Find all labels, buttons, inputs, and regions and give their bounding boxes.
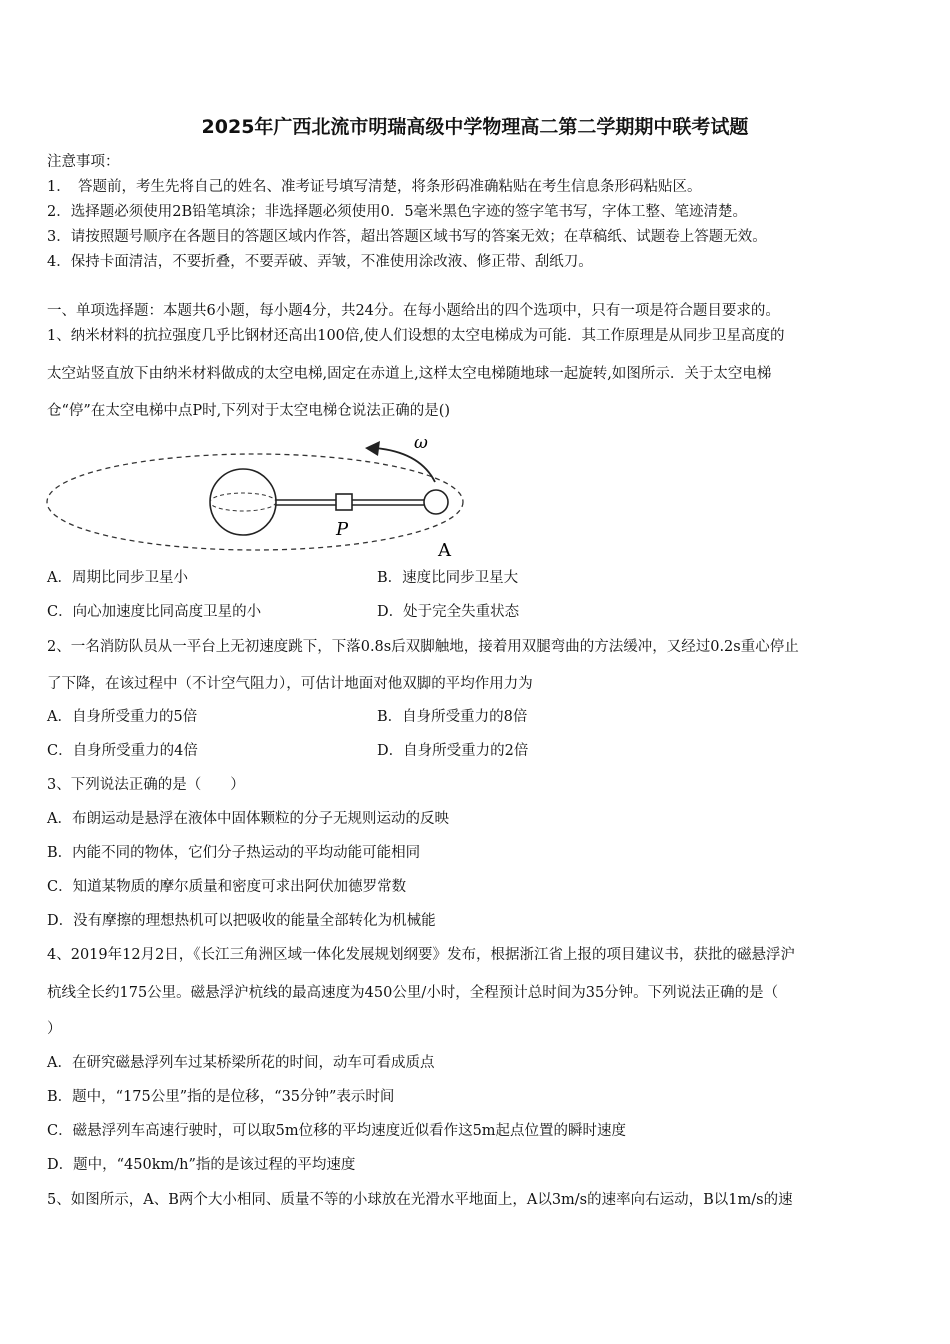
q2-stem-line: 了下降，在该过程中（不计空气阻力），可估计地面对他双脚的平均作用力为 bbox=[47, 676, 533, 692]
notice-item: 2．选择题必须使用2B铅笔填涂；非选择题必须使用0．5毫米黑色字迹的签字笔书写，字体工整、笔迹清楚。 bbox=[47, 204, 748, 220]
q4-stem-line: ） bbox=[47, 1021, 62, 1037]
q1-option-c: C．向心加速度比同高度卫星的小 bbox=[47, 604, 262, 620]
q3-stem: 3、下列说法正确的是（ ） bbox=[47, 777, 245, 793]
q1-stem-line: 1、纳米材料的抗拉强度几乎比钢材还高出100倍,使人们设想的太空电梯成为可能．其工作原理是从同步卫星高度的 bbox=[47, 328, 785, 344]
q2-stem-line: 2、一名消防队员从一平台上无初速度跳下，下落0.8s后双脚触地，接着用双腿弯曲的方法缓冲，又经过0.2s重心停止 bbox=[47, 639, 799, 655]
q2-option-d: D．自身所受重力的2倍 bbox=[377, 743, 529, 759]
page-title: 2025年广西北流市明瑞高级中学物理高二第二学期期中联考试题 bbox=[201, 116, 749, 138]
q1-option-d: D．处于完全失重状态 bbox=[377, 604, 520, 620]
elevator-capsule bbox=[336, 494, 352, 510]
q4-option-a: A．在研究磁悬浮列车过某桥梁所花的时间，动车可看成质点 bbox=[47, 1055, 435, 1071]
space-station bbox=[424, 490, 448, 514]
arrow-head bbox=[365, 441, 380, 456]
notice-item: 4．保持卡面清洁，不要折叠，不要弄破、弄皱，不准使用涂改液、修正带、刮纸刀。 bbox=[47, 254, 593, 270]
notice-item: 1． 答题前，考生先将自己的姓名、准考证号填写清楚，将条形码准确粘贴在考生信息条形码粘贴区。 bbox=[47, 179, 702, 195]
q4-option-b: B．题中，“175公里”指的是位移，“35分钟”表示时间 bbox=[47, 1089, 395, 1105]
q4-option-d: D．题中，“450km/h”指的是该过程的平均速度 bbox=[47, 1157, 356, 1173]
q1-stem-line: 太空站竖直放下由纳米材料做成的太空电梯,固定在赤道上,这样太空电梯随地球一起旋转,如图所示．关于太空电梯 bbox=[47, 366, 772, 382]
q3-option-a: A．布朗运动是悬浮在液体中固体颗粒的分子无规则运动的反映 bbox=[47, 811, 449, 827]
notice-item: 3．请按照题号顺序在各题目的答题区域内作答，超出答题区域书写的答案无效；在草稿纸、试题卷上答题无效。 bbox=[47, 229, 767, 245]
q3-option-d: D．没有摩擦的理想热机可以把吸收的能量全部转化为机械能 bbox=[47, 913, 436, 929]
section-heading: 一、单项选择题：本题共6小题，每小题4分，共24分。在每小题给出的四个选项中，只有一项是符合题目要求的。 bbox=[47, 303, 780, 319]
q4-stem-line: 杭线全长约175公里。磁悬浮沪杭线的最高速度为450公里/小时，全程预计总时间为35分钟。下列说法正确的是（ bbox=[47, 985, 779, 1001]
space-elevator-diagram bbox=[40, 430, 470, 560]
q3-option-c: C．知道某物质的摩尔质量和密度可求出阿伏加德罗常数 bbox=[47, 879, 407, 895]
point-p-label: P bbox=[336, 519, 349, 540]
q5-stem-line: 5、如图所示，A、B两个大小相同、质量不等的小球放在光滑水平地面上，A以3m/s的速率向右运动，B以1m/s的速 bbox=[47, 1192, 793, 1208]
point-a-label: A bbox=[438, 540, 451, 560]
q1-option-a: A．周期比同步卫星小 bbox=[47, 570, 188, 586]
q2-option-b: B．自身所受重力的8倍 bbox=[377, 709, 528, 725]
q4-stem-line: 4、2019年12月2日，《长江三角洲区域一体化发展规划纲要》发布，根据浙江省上报的项目建议书，获批的磁悬浮沪 bbox=[47, 947, 796, 963]
earth-circle bbox=[210, 469, 276, 535]
q2-option-c: C．自身所受重力的4倍 bbox=[47, 743, 198, 759]
q3-option-b: B．内能不同的物体，它们分子热运动的平均动能可能相同 bbox=[47, 845, 421, 861]
q4-option-c: C．磁悬浮列车高速行驶时，可以取5m位移的平均速度近似看作这5m起点位置的瞬时速度 bbox=[47, 1123, 627, 1139]
q1-option-b: B．速度比同步卫星大 bbox=[377, 570, 519, 586]
q1-stem-line: 仓“停”在太空电梯中点P时,下列对于太空电梯仓说法正确的是() bbox=[47, 403, 451, 419]
q2-option-a: A．自身所受重力的5倍 bbox=[47, 709, 198, 725]
omega-label: ω bbox=[414, 433, 428, 453]
notice-heading: 注意事项： bbox=[47, 154, 120, 170]
